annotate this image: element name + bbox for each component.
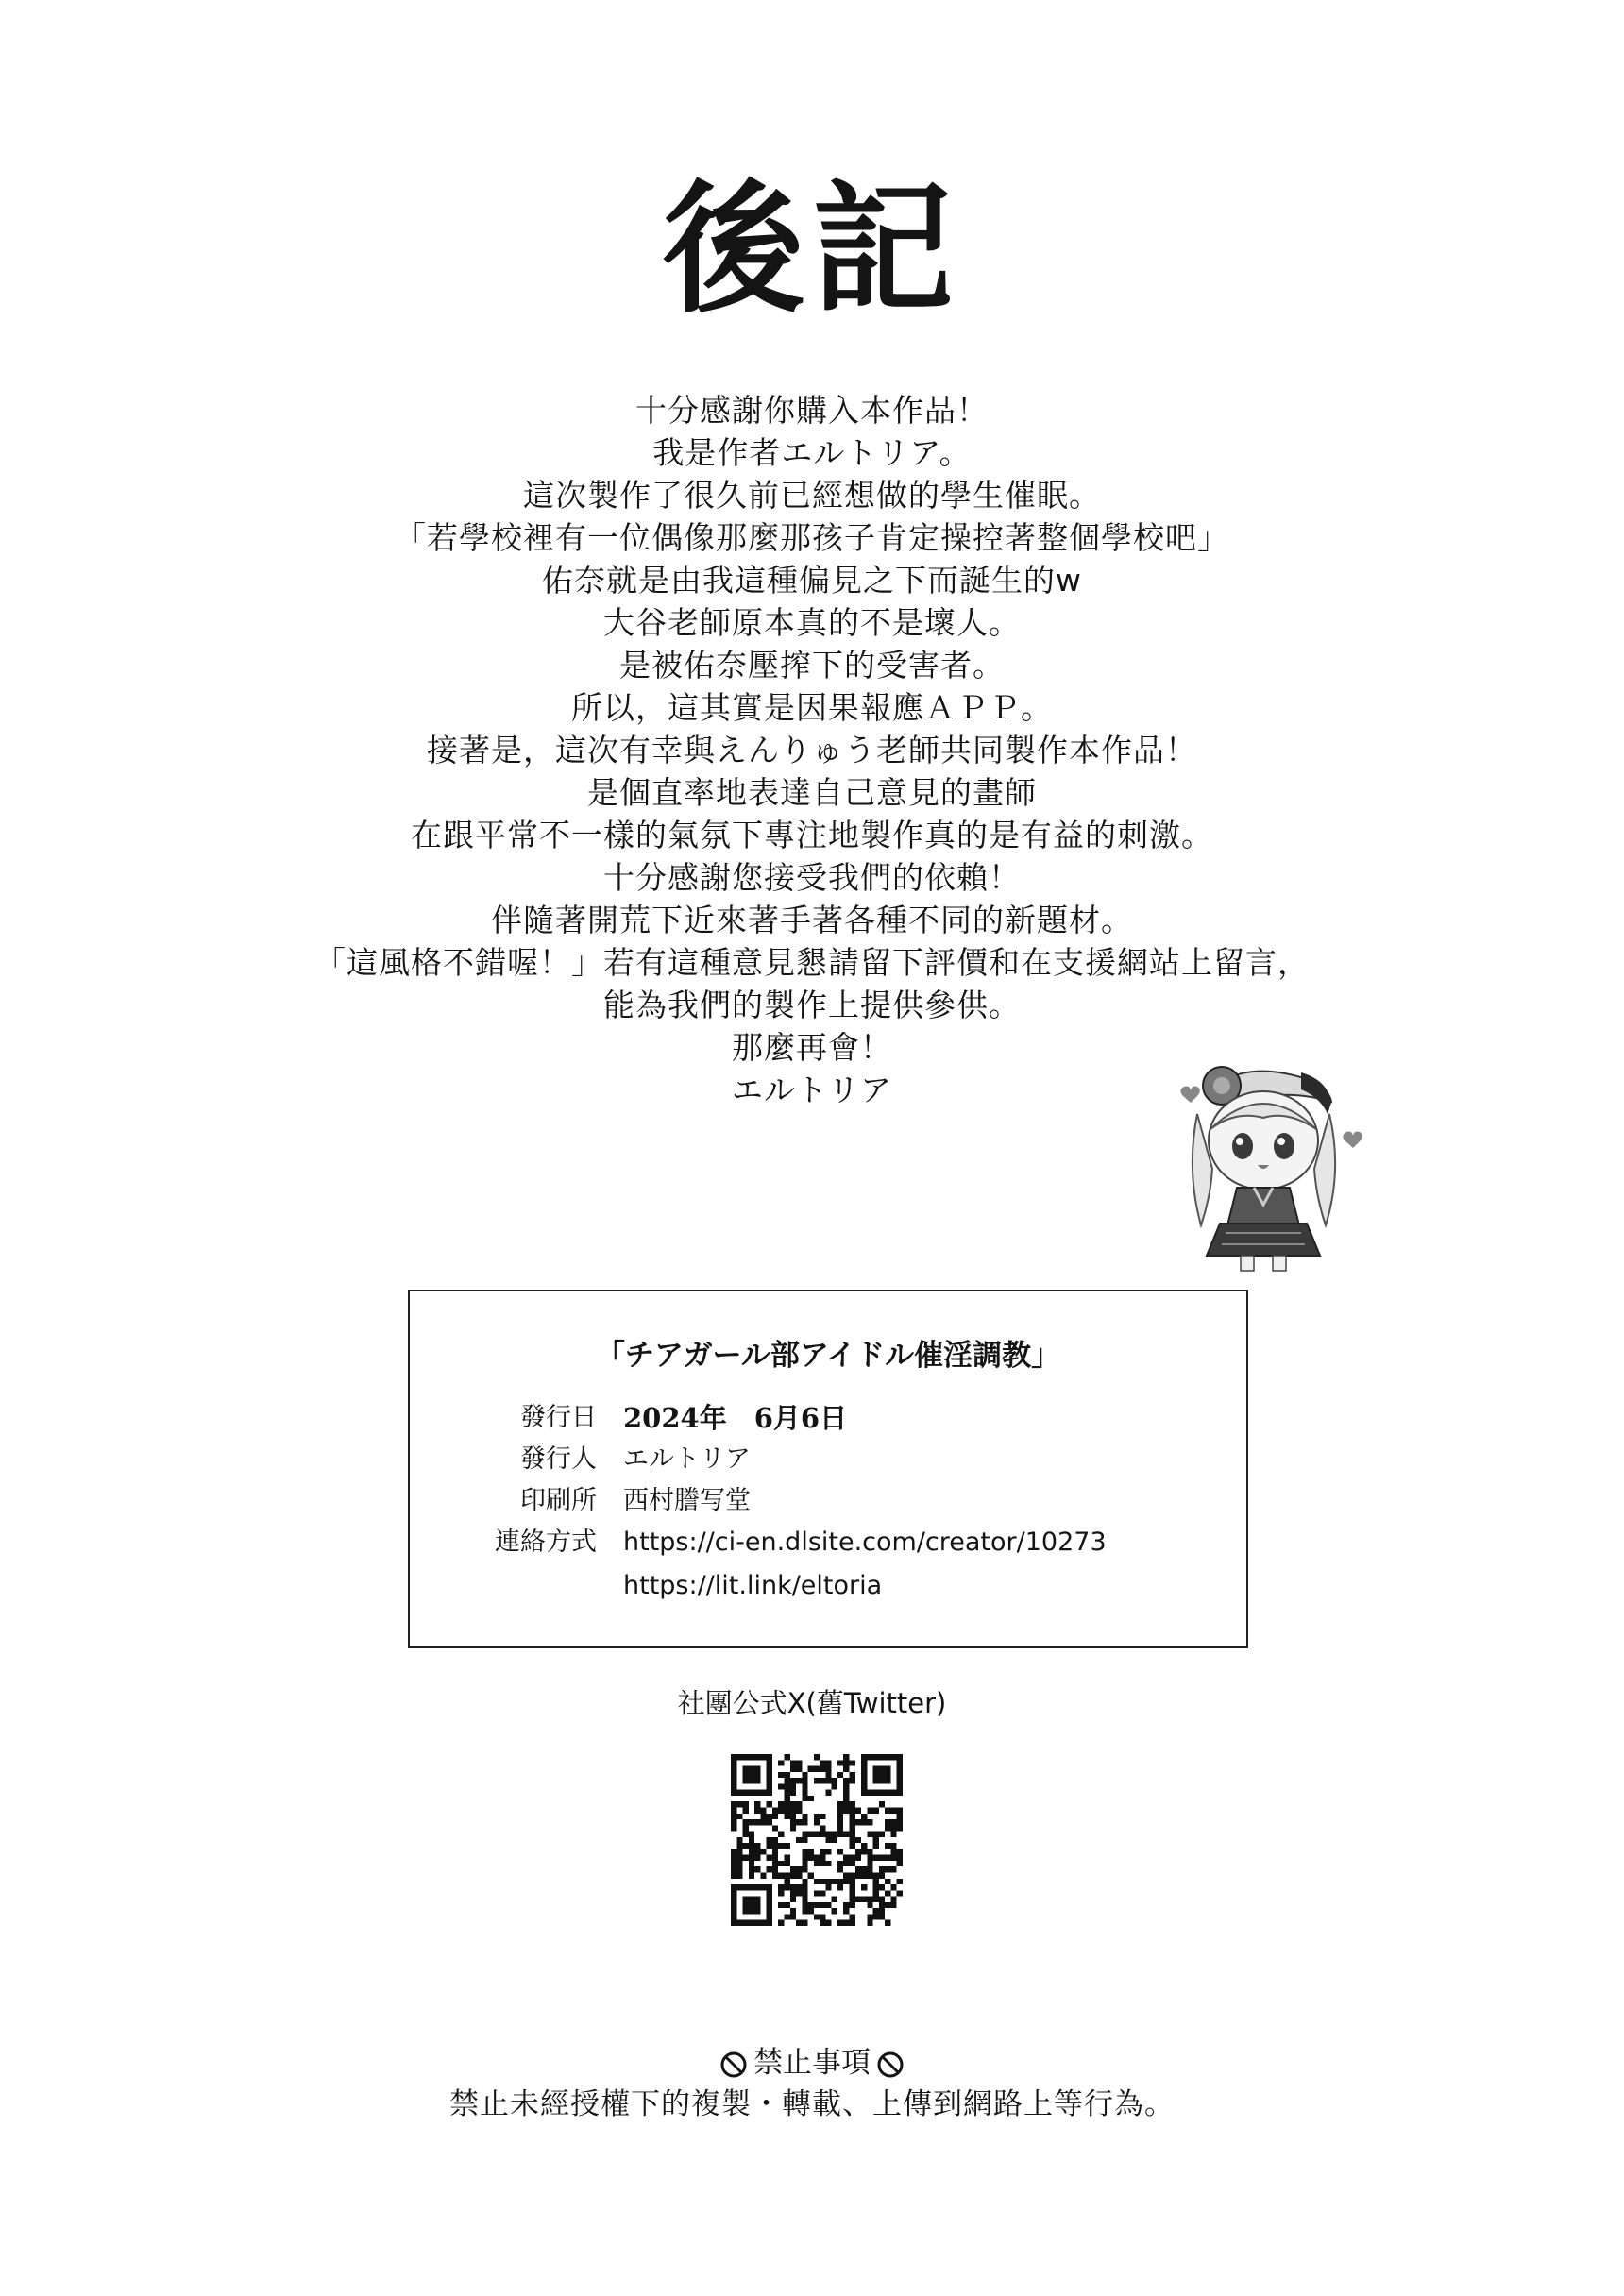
release-date-row	[410, 1399, 1246, 1437]
afterword-line: 接著是，這次有幸與えんりゅう老師共同製作本作品！	[427, 732, 1197, 768]
afterword-line: 我是作者エルトリア。	[652, 434, 972, 471]
afterword-line: 「若學校裡有一位偶像那麼那孩子肯定操控著整個學校吧」	[395, 519, 1229, 556]
afterword-line: 能為我們的製作上提供參供。	[603, 987, 1021, 1023]
publisher-row	[410, 1441, 1246, 1478]
afterword-line: 那麼再會！	[732, 1029, 892, 1066]
contact-row-2	[410, 1567, 1246, 1605]
notice-text: 禁止未經授權下的複製・轉載、上傳到網路上等行為。	[449, 2087, 1175, 2121]
release-date-label: 發行日	[520, 1403, 597, 1432]
publisher-label: 發行人	[520, 1444, 597, 1474]
contact-url-litlink[interactable]: https://lit.link/eltoria	[623, 1571, 883, 1600]
contact-url-ci-en[interactable]: https://ci-en.dlsite.com/creator/10273	[623, 1528, 1107, 1557]
afterword-line: 十分感謝您接受我們的依賴！	[603, 859, 1021, 896]
afterword-line: 大谷老師原本真的不是壞人。	[603, 604, 1021, 641]
afterword-line: 在跟平常不一樣的氣氛下專注地製作真的是有益的刺激。	[411, 817, 1213, 853]
notice-heading-text: 禁止事項	[753, 2046, 871, 2080]
afterword-signature: エルトリア	[732, 1072, 892, 1108]
colophon-box	[408, 1290, 1248, 1648]
afterword-line: 佑奈就是由我這種偏見之下而誕生的w	[542, 562, 1082, 599]
contact-row	[410, 1524, 1246, 1562]
afterword-line: 這次製作了很久前已經想做的學生催眠。	[523, 477, 1101, 514]
chibi-character-illustration	[1159, 1038, 1367, 1275]
afterword-line: 是被佑奈壓搾下的受害者。	[619, 647, 1005, 684]
release-date-value: 2024年 6月6日	[623, 1402, 848, 1434]
social-label: 社團公式X(舊Twitter)	[677, 1687, 947, 1719]
printer-row	[410, 1482, 1246, 1520]
qr-code-icon[interactable]	[731, 1754, 903, 1926]
notice-heading	[0, 2043, 1624, 2083]
work-title: 「チアガール部アイドル催淫調教」	[595, 1339, 1061, 1373]
afterword-line: 十分感謝你購入本作品！	[635, 392, 989, 429]
printer-value: 西村謄写堂	[623, 1486, 751, 1515]
afterword-line: 伴隨著開荒下近來著手著各種不同的新題材。	[491, 902, 1133, 938]
afterword-line: 是個直率地表達自己意見的畫師	[587, 774, 1037, 811]
prohibited-icon	[876, 2051, 905, 2079]
printer-label: 印刷所	[520, 1486, 597, 1515]
afterword-line: 「這風格不錯喔！」若有這種意見懇請留下評價和在支援網站上留言，	[314, 944, 1310, 981]
contact-label: 連絡方式	[495, 1528, 597, 1557]
afterword-line: 所以，這其實是因果報應ＡＰＰ。	[571, 689, 1053, 726]
page-title: 後記	[662, 168, 961, 332]
prohibited-icon	[719, 2051, 748, 2079]
publisher-value: エルトリア	[623, 1444, 751, 1474]
afterword-text	[0, 389, 1624, 1111]
